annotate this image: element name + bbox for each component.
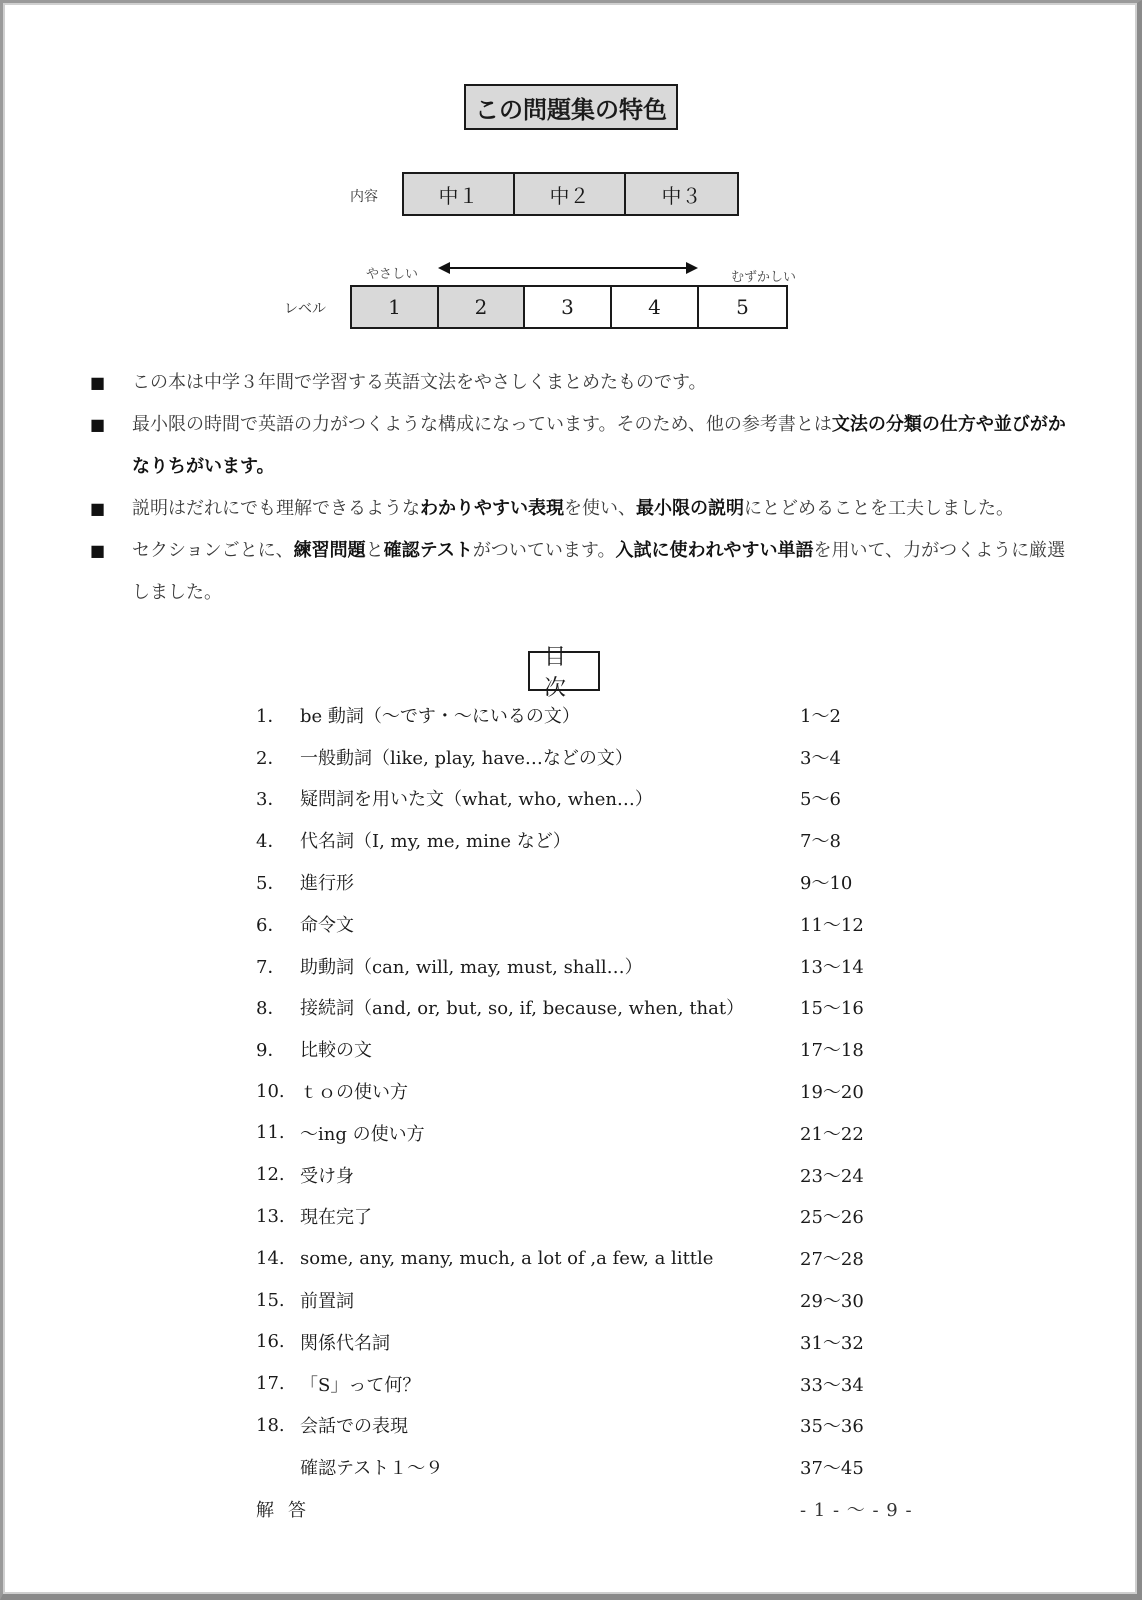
- bullet-text: [132, 362, 1080, 404]
- toc-label: some, any, many, much, a lot of ,a few, a little: [300, 1247, 714, 1269]
- hard-label: むずかしい: [730, 270, 796, 285]
- toc-pages: 13～14: [800, 956, 864, 978]
- toc-num: 4．: [256, 831, 286, 853]
- feature-bullet-list: [90, 362, 1080, 614]
- toc-num: 11.: [256, 1122, 285, 1144]
- toc-row: [256, 1070, 896, 1112]
- square-bullet-icon: ■: [90, 373, 106, 392]
- toc-label: 関係代名詞: [300, 1332, 390, 1354]
- bullet-text-part: 説明はだれにでも理解できるような: [132, 498, 420, 519]
- toc-num: 9．: [256, 1040, 286, 1062]
- toc-pages: 35～36: [800, 1416, 864, 1438]
- bullet-text: [132, 530, 1080, 614]
- bullet-text-part: にとどめることを工夫しました。: [744, 498, 1014, 519]
- content-grade-grid: [402, 172, 739, 216]
- toc-row: [256, 1196, 896, 1238]
- toc-row: [256, 736, 896, 778]
- bullet-emphasis: 最小限の説明: [636, 498, 744, 519]
- toc-pages: 27～28: [800, 1249, 864, 1271]
- toc-num: 5．: [256, 873, 286, 895]
- toc-num: 13.: [256, 1205, 285, 1227]
- content-cell: 中２: [515, 174, 626, 214]
- level-cell: 1: [352, 287, 439, 327]
- content-cell: 中３: [626, 174, 737, 214]
- toc-label: 現在完了: [300, 1207, 372, 1229]
- level-cell: 3: [525, 287, 612, 327]
- bullet-text-part: を使い、: [564, 498, 636, 519]
- toc-label: be 動詞（～です・～にいるの文）: [300, 705, 580, 727]
- toc-row: [256, 903, 896, 945]
- toc-pages: 17～18: [800, 1040, 864, 1062]
- bullet-text-part: 最小限の時間で英語の力がつくような構成になっています。そのため、他の参考書とは: [132, 414, 832, 435]
- toc-answers-label: 解答: [256, 1500, 320, 1522]
- toc-label: 一般動詞（like, play, have…などの文）: [300, 747, 633, 769]
- toc-label: 進行形: [300, 873, 354, 895]
- toc-label: 助動詞（can, will, may, must, shall…）: [300, 956, 643, 978]
- toc-row: [256, 1154, 896, 1196]
- toc-pages: 1～2: [800, 705, 841, 727]
- bullet-emphasis: 入試に使われやすい単語: [615, 540, 814, 561]
- level-grid: [350, 285, 788, 329]
- toc-pages: 5～6: [800, 789, 841, 811]
- toc-pages: 33～34: [800, 1374, 864, 1396]
- toc-num: 7．: [256, 956, 286, 978]
- bullet-item: [90, 488, 1080, 530]
- toc-label: 命令文: [300, 914, 354, 936]
- toc-answers-row: [256, 1488, 913, 1530]
- toc-num: 10.: [256, 1080, 285, 1102]
- toc-row: [256, 1279, 896, 1321]
- toc-pages: 9～10: [800, 873, 853, 895]
- bullet-emphasis: 文法の分類の仕方や並びがかなりちがいます。: [132, 414, 1066, 477]
- toc-num: 2．: [256, 747, 286, 769]
- toc-row: [256, 1321, 896, 1363]
- bullet-text: [132, 488, 1080, 530]
- toc-answers-pages: - 1 - ～ - 9 -: [800, 1500, 913, 1522]
- bullet-text-part: と: [365, 540, 384, 561]
- bullet-text: [132, 404, 1080, 488]
- toc-row: [256, 1405, 896, 1447]
- easy-label: やさしい: [366, 267, 419, 282]
- toc-row: [256, 694, 896, 736]
- toc-row: [256, 778, 896, 820]
- toc-num: 12.: [256, 1164, 285, 1186]
- table-of-contents: [256, 694, 913, 1530]
- toc-num: 8．: [256, 998, 286, 1020]
- difficulty-scale: [366, 260, 796, 285]
- toc-label: 「S」って何？: [300, 1374, 421, 1396]
- bullet-text-part: セクションごとに、: [132, 540, 294, 561]
- toc-row: [256, 987, 896, 1029]
- toc-row: [256, 945, 896, 987]
- bullet-emphasis: 練習問題: [293, 540, 366, 561]
- toc-pages: 31～32: [800, 1332, 864, 1354]
- toc-num: 18.: [256, 1414, 285, 1436]
- toc-row: [256, 1446, 896, 1488]
- toc-label: 会話での表現: [300, 1416, 408, 1438]
- toc-num: 14.: [256, 1247, 285, 1269]
- level-row-label: レベル: [284, 301, 326, 317]
- toc-pages: 19～20: [800, 1082, 864, 1104]
- toc-title: 目次: [528, 651, 600, 691]
- toc-label: 代名詞（I, my, me, mine など）: [300, 831, 571, 853]
- level-cell: 2: [439, 287, 525, 327]
- toc-label: 確認テスト１～９: [300, 1458, 444, 1480]
- toc-num: 17.: [256, 1373, 285, 1395]
- toc-pages: 23～24: [800, 1165, 864, 1187]
- level-cell: 4: [612, 287, 699, 327]
- toc-label: 前置詞: [300, 1291, 354, 1313]
- toc-num: 1．: [256, 705, 286, 727]
- bullet-text-part: この本は中学３年間で学習する英語文法をやさしくまとめたものです。: [132, 372, 707, 393]
- toc-pages: 37～45: [800, 1458, 864, 1480]
- bullet-emphasis: 確認テスト: [383, 540, 473, 561]
- toc-label: ｔｏの使い方: [300, 1082, 408, 1104]
- square-bullet-icon: ■: [90, 499, 106, 518]
- toc-pages: 25～26: [800, 1207, 864, 1229]
- bullet-item: [90, 404, 1080, 488]
- toc-num: 16.: [256, 1331, 285, 1353]
- toc-row: [256, 1237, 896, 1279]
- toc-num: 3．: [256, 789, 286, 811]
- toc-label: 受け身: [300, 1165, 354, 1187]
- toc-row: [256, 1028, 896, 1070]
- toc-pages: 7～8: [800, 831, 841, 853]
- square-bullet-icon: ■: [90, 541, 106, 560]
- toc-row: [256, 1363, 896, 1405]
- bullet-text-part: を用いて、力がつくように厳選しました。: [132, 540, 1066, 603]
- toc-row: [256, 861, 896, 903]
- bullet-text-part: がついています。: [472, 540, 616, 561]
- toc-pages: 15～16: [800, 998, 864, 1020]
- double-arrow-icon: [438, 260, 698, 276]
- toc-label: 疑問詞を用いた文（what, who, when…）: [300, 789, 653, 811]
- page-title: この問題集の特色: [464, 84, 678, 130]
- toc-pages: 29～30: [800, 1291, 864, 1313]
- toc-pages: 11～12: [800, 914, 864, 936]
- bullet-item: [90, 362, 1080, 404]
- bullet-emphasis: わかりやすい表現: [420, 498, 564, 519]
- toc-pages: 21～22: [800, 1123, 864, 1145]
- toc-label: ～ing の使い方: [300, 1123, 425, 1145]
- toc-num: 15.: [256, 1289, 285, 1311]
- toc-row: [256, 819, 896, 861]
- content-row-label: 内容: [350, 189, 378, 205]
- toc-row: [256, 1112, 896, 1154]
- toc-num: 6．: [256, 914, 286, 936]
- level-cell: 5: [736, 295, 749, 319]
- content-cell: 中１: [404, 174, 515, 214]
- toc-label: 接続詞（and, or, but, so, if, because, when, that）: [300, 998, 745, 1020]
- toc-pages: 3～4: [800, 747, 841, 769]
- bullet-item: [90, 530, 1080, 614]
- toc-label: 比較の文: [300, 1040, 372, 1062]
- square-bullet-icon: ■: [90, 415, 106, 434]
